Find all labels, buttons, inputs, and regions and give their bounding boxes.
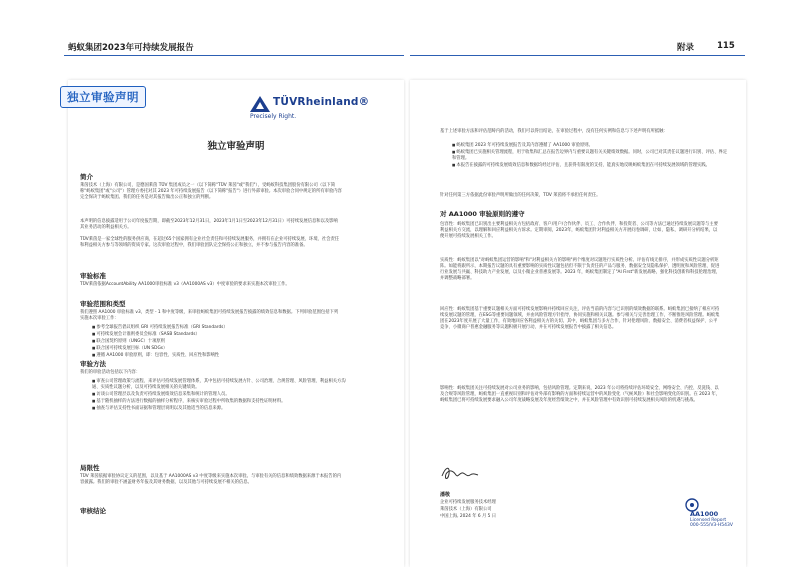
conclusion-list [444,142,728,169]
signature-mark [440,462,480,484]
tuv-logo [250,96,370,126]
tuv-slogan: Precisely Right. [250,113,297,120]
list-item: ■ 蚂蚁集团已实施相关管理流程，用于收集和汇总在报告边界内与重要议题有关关键绩效数据。同时，公司已对其责任议题进行识别、评估、界定和管理。 [452,149,728,162]
method-list [84,378,347,412]
tuv-brand: TÜVRheinland® [273,96,370,108]
list-item: ■ 蚂蚁集团 2023 年可持续发展报告及其内容遵循了 AA1000 审验原则。 [452,142,728,149]
scope-paragraph: 我们遵照 AA1000 审验标准 v3，类型 - 1 和中度等级，来审验蚂蚁集团可持续发展报告披露的绩效信息和数据。下列审验范围包括下列实施本次审验工作： [80,310,339,322]
list-item: ■ 抽查与评估支持性书面证据和管理层说明以及其他适当的信息来源。 [92,405,347,412]
scope-heading: 审验范围和类型 [80,300,126,308]
page-header [0,0,808,62]
list-item: ■ 访谈公司管理层以及负责可持续发展绩效信息采集和统计的管理人员。 [92,391,347,398]
badge-name: AA1000 [690,510,719,518]
tuv-triangle-icon [250,96,270,112]
appendix-label: 附录 [677,43,695,53]
standard-paragraph: TÜV莱茵依据AccountAbility AA1000审验标准 v3（AA1000AS v3）中度审验的要求来实施本次审验工作。 [80,282,290,287]
header-divider-left [64,55,404,56]
signer-date: 中国上海, 2024 年 6 月 5 日 [440,514,497,519]
conclusion-heading: 审核结论 [80,507,106,515]
intro-paragraph-2: 本声明的信息披露适用于公司年度报告期，即截至2023年12月31日，2023年1月1日至2023年12月31日）可持续发展信息和以及影响其业务活动的利益相关方。 [80,219,338,231]
list-item: ■ 遵循 AA1000 审验原则，即：包容性、实质性、回应性和影响性 [92,352,347,359]
limitation-heading: 局限性 [80,464,100,472]
adherence-heading: 对 AA1000 审验原则的遵守 [440,210,525,218]
report-title: 蚂蚁集团2023年可持续发展报告 [68,43,194,53]
list-item: ■ 本报告在披露的可持续发展绩效信息和数据均经过评估，且获得有限度的支持，能真实地反映蚂蚁集团在可持续发展领域的管理实践。 [452,162,728,169]
signer-title: 企业可持续发展服务技术经理 [440,500,496,505]
list-item: ■ 联合国可持续发展目标（UN SDGs） [92,345,347,352]
conclusion-paragraph: 基于上述审验方法和评估范畴内的活动，我们可以得出结论，在审验过程中，没有任何实例和信息与下述声明有所抵触： [440,129,668,134]
method-paragraph: 我们的审验活动包括以下内容： [80,370,141,375]
list-item: ■ 可持续发展会计准则委员会标准（SASB Standards） [92,331,347,338]
page-number: 115 [717,41,735,51]
responsiveness-paragraph: 回应性：蚂蚁集团基于重要议题相关方面可持续发展影响并持续回应关注，评估当前的内容与已识别的绩效数据的联系。蚂蚁集团已接纳了相应可持续发展议题的管理，在ESG等重要问题领域，并由风险管理方针指导，协同实施和相关议题。参与相关与完善治理工作，不断推进风险管理。蚂蚁集团在2023年度开展了大量工作，有效地回应各利益相关方的关切。其中，蚂蚁集团与多方合作，针对伦理风险、数据安全、消费者权益保护、公平竞争、小微商户普惠金融服务等议题积极开展行动，并在可持续发展报告中披露了相关信息。 [440,307,720,331]
limitation-paragraph: TÜV 莱茵依据审验协议定义的范围，以及基于 AA1000AS v3 中度等级来实施本次审验。与审验有关的信息和绩效数据来源于本报告的内容披露。我们的审验不涵盖财务年报及其财务数据，以及其他与可持续发展不相关的信息。 [80,474,342,486]
list-item: ■ 基于随机抽样的方法进行数据的抽样分析程序，来核实审验过程中所收集的数据和支持性证明材料。 [92,398,347,405]
section-tab: 独立审验声明 [60,86,146,108]
list-item: ■ 审查公司管理政策与流程、来评估可持续发展管理体系，其中包括可持续发展方针、公司治理、合规管理、风险管理、利益相关方沟通、实质性议题分析，以及可持续发展相关的关键绩效。 [92,378,347,391]
impact-paragraph: 影响性：蚂蚁集团关注可持续发展对公司业务的影响，包括风险管理。定期来说，2023 年公司将持续评估环境安全、网络安全、内控、反洗钱、以及合规等风险管理，蚂蚁集团一直重视识别和评估对外部有影响的方面和持续运营中的风险变化（气候风险）和社会影响变化的识别。在 2023 年，蚂蚁集团已将可持续发展要求融入公司年度战略发展及年度经营绩效之中，并在风险管理中有效识别可持续发展相关风险的机遇与挑战。 [440,386,721,404]
scope-list [84,324,347,359]
inclusivity-paragraph: 包容性：蚂蚁集团已识别出主要利益相关方包括政府、客户/用户/合作伙伴、员工、合作伙伴、和投资者、公司等方法已通过持续发展议题等与主要利益相关方交流，以理解和回应利益相关方诉求。定期审阅，2023年，蚂蚁集团针对利益相关方开展问卷调研，让如，隐私、调研开分析结果，以便开展可持续发展相关工作。 [440,222,718,240]
intro-paragraph-1: 莱茵技术（上海）有限公司，是德国莱茵 TÜV 集团成员之一（以下简称"TÜV 莱茵"或"我们"），受蚂蚁科技集团股份有限公司（以下简称"蚂蚁集团"或"公司"）管理方委托对其 2023 年可持续发展报告（以下简称"报告"）进行外部审验。本次审验合同中规定的所有审验内容完全保决于蚂蚁集团。我们的任务是对其报告做出公正和独立的判断。 [80,183,342,201]
list-item: ■ 联合国契约原则（UNGC）十项原则 [92,338,347,345]
header-divider-right [410,55,745,56]
badge-line3: 000-555/V3-H543V [690,523,733,528]
method-heading: 审验方法 [80,360,106,368]
aa1000-badge [690,512,733,529]
signer-name: 潘敬 [440,492,451,498]
signer-company: 莱茵技术（上海）有限公司 [440,507,492,512]
list-item: ■ 参考全球报告倡议组织 GRI 可持续发展报告标准（GRI Standards） [92,324,347,331]
intro-heading: 简介 [80,173,93,181]
intro-paragraph-3: TÜV莱茵是一家全球性的服务供应商，在超过65个国家拥有企业社会责任和可持续发展服务，并拥有在企业可持续发展、环境、社会责任和利益相关方参与等领域的资质专家。这次审验过程中，我们审验团队完全保持公正和独立，并不参与报告内容的准备。 [80,237,340,249]
statement-title: 独立审验声明 [207,141,265,152]
badge-line2: Licensed Report [690,517,727,523]
disclaimer-paragraph: 针对任何第三方依据此份审验声明所做出的任何决策，TÜV 莱茵将不承担任何责任。 [440,193,601,198]
standard-heading: 审验标准 [80,272,106,280]
materiality-paragraph: 实质性：蚂蚁集团以"对蚂蚁集团运营的影响"和"对利益相关方的影响"两个维度对议题进行实质性分析。评估有线无排序，并形成实质性议题分析矩阵。如能将跟所示，本期报告议题的具有重要影响的实质性议题包括但不限于负责任的产品与服务、数据安全及隐私保护、透明度和风险管理、促进行业发展与共赢、科技助力产业发展，以及小微企业普惠发展等。2023 年，蚂蚁集团制定了"AI First"新发展战略，强化科技创新和科技伦理治理，并调整战略部署。 [440,258,721,282]
